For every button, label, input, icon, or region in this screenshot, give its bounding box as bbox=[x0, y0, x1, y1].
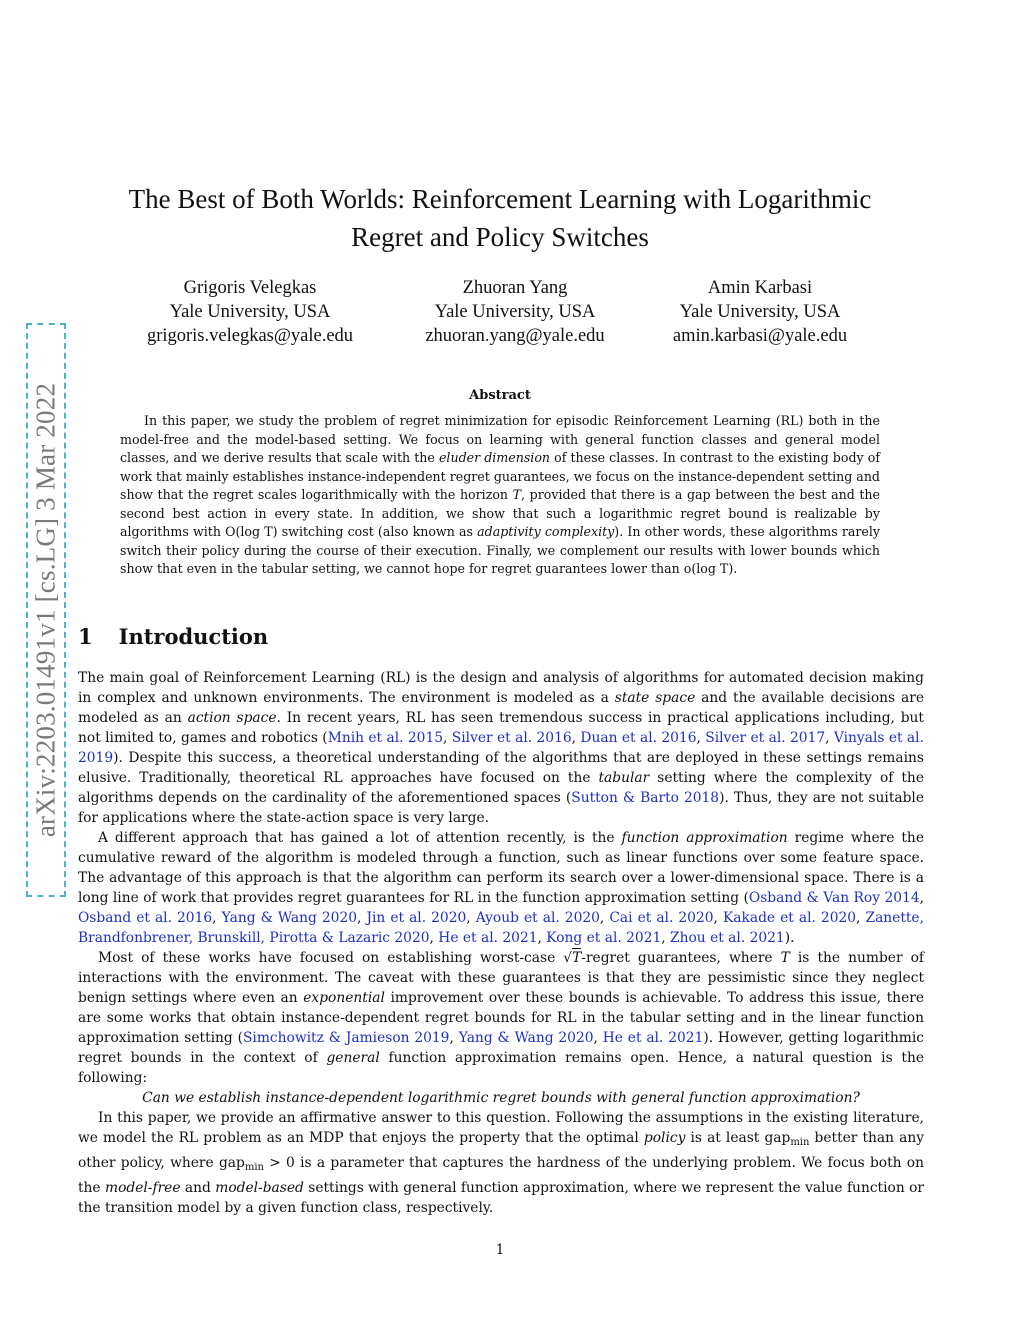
text-fragment: Most of these works have focused on establishing worst-case bbox=[98, 950, 564, 966]
separator: , bbox=[212, 910, 222, 926]
math-variable: T bbox=[572, 950, 582, 966]
math-variable: T bbox=[512, 487, 522, 502]
author-affiliation: Yale University, USA bbox=[434, 302, 596, 322]
separator: , bbox=[856, 910, 866, 926]
emphasis: exponential bbox=[303, 990, 385, 1006]
paper-title-line-2: Regret and Policy Switches bbox=[351, 222, 649, 252]
text-fragment: improvement over these bounds is achievable. To address this issue, there are some works that obtain instance-dependent regret bounds for RL in the tabular setting and in the linear function approximation setting ( bbox=[78, 990, 924, 1046]
separator: , bbox=[593, 1030, 603, 1046]
separator: , bbox=[443, 730, 452, 746]
emphasis: model-free bbox=[105, 1180, 181, 1196]
text-fragment: better than any other policy, where gap bbox=[78, 1130, 925, 1171]
text-fragment: setting where the complexity of the algorithms depends on the cardinality of the aforementioned spaces ( bbox=[78, 770, 924, 806]
author-name: Zhuoran Yang bbox=[462, 278, 568, 298]
emphasis: policy bbox=[643, 1130, 686, 1146]
text-fragment: is the number of interactions with the environment. The caveat with these guarantees is that they are pessimistic since they neglect benign settings where even an bbox=[78, 950, 925, 1006]
text-fragment: A different approach that has gained a lot of attention recently, is the bbox=[98, 830, 622, 846]
emphasis: function approximation bbox=[621, 830, 788, 846]
sqrt-sign: √ bbox=[563, 950, 573, 966]
separator: , bbox=[449, 1030, 459, 1046]
paper-title bbox=[80, 180, 920, 256]
text-fragment: . In recent years, RL has seen tremendous success in practical applications including, but not limited to, games and robotics ( bbox=[78, 710, 924, 746]
section-title: Introduction bbox=[118, 624, 269, 649]
text-fragment: and the available decisions are modeled as an bbox=[78, 690, 925, 726]
arxiv-identifier-text: arXiv:2203.01491v1 [cs.LG] 3 Mar 2022 bbox=[30, 382, 61, 838]
emphasis: general bbox=[326, 1050, 380, 1066]
separator: , bbox=[571, 730, 581, 746]
math-subscript: min bbox=[790, 1137, 810, 1148]
paragraph-3 bbox=[78, 948, 924, 1088]
text-fragment: regime where the cumulative reward of the algorithm is modeled through a function, such as linear functions over some feature space. The advantage of this approach is that the algorithm can perform its search over a lower-dimensional space. There is a long line of work that provides regret guarantees for RL in the function approximation setting ( bbox=[78, 830, 924, 906]
math-expression: O(log T) bbox=[225, 524, 278, 539]
citation-link[interactable]: Osband et al. 2016 bbox=[78, 910, 213, 926]
abstract-fragment: . bbox=[733, 561, 738, 576]
author-affiliation: Yale University, USA bbox=[679, 302, 841, 322]
abstract-fragment: In this paper, we study the problem of regret minimization for episodic Reinforcement Learning (RL) both in the model-free and the model-based setting. We focus on learning with general function classes and general model classes, and we derive results that scale with the bbox=[120, 413, 880, 465]
section-heading bbox=[78, 624, 268, 649]
citation-link[interactable]: Simchowitz & Jamieson 2019 bbox=[242, 1030, 450, 1046]
author-1 bbox=[120, 276, 380, 348]
citation-link[interactable]: Zhou et al. 2021 bbox=[670, 930, 785, 946]
citation-link[interactable]: Osband & Van Roy 2014 bbox=[748, 890, 920, 906]
text-fragment: -regret guarantees, where bbox=[581, 950, 781, 966]
paragraph-4 bbox=[78, 1108, 924, 1218]
emphasis: model-based bbox=[215, 1180, 304, 1196]
citation-link[interactable]: He et al. 2021 bbox=[438, 930, 538, 946]
emphasis: state space bbox=[614, 690, 696, 706]
text-fragment: function approximation remains open. Hence, a natural question is the following: bbox=[78, 1050, 924, 1086]
abstract-fragment: switching cost (also known as bbox=[277, 524, 478, 539]
citation-link[interactable]: Yang & Wang 2020 bbox=[458, 1030, 594, 1046]
citation-link[interactable]: Kong et al. 2021 bbox=[546, 930, 662, 946]
separator: , bbox=[537, 930, 547, 946]
math-variable: T bbox=[780, 950, 790, 966]
citation-link[interactable]: He et al. 2021 bbox=[602, 1030, 704, 1046]
text-fragment: ). Thus, they are not suitable for applications where the state-action space is very large. bbox=[78, 790, 924, 826]
separator: , bbox=[661, 930, 671, 946]
separator: , bbox=[357, 910, 367, 926]
author-affiliation: Yale University, USA bbox=[169, 302, 331, 322]
abstract-text bbox=[120, 412, 880, 579]
citation-link[interactable]: Yang & Wang 2020 bbox=[221, 910, 358, 926]
text-fragment: ). Despite this success, a theoretical understanding of the algorithms that are deployed in these settings remains elusive. Traditionally, theoretical RL approaches have focused on the bbox=[78, 750, 924, 786]
author-3 bbox=[630, 276, 890, 348]
separator: , bbox=[599, 910, 610, 926]
separator: , bbox=[825, 730, 834, 746]
citation-link[interactable]: Mnih et al. 2015 bbox=[327, 730, 444, 746]
paper-title-line-1: The Best of Both Worlds: Reinforcement Learning with Logarithmic bbox=[128, 184, 872, 214]
citation-link[interactable]: Vinyals et al. 2019 bbox=[78, 730, 924, 766]
author-email: amin.karbasi@yale.edu bbox=[672, 326, 848, 346]
research-question: Can we establish instance-dependent logarithmic regret bounds with general function approximation? bbox=[142, 1090, 860, 1106]
text-fragment: > 0 is a parameter that captures the hardness of the underlying problem. We focus both on the bbox=[78, 1155, 924, 1196]
separator: , bbox=[429, 930, 439, 946]
math-expression: o(log T) bbox=[683, 561, 734, 576]
citation-link[interactable]: Cai et al. 2020 bbox=[609, 910, 714, 926]
text-fragment: ). However, getting logarithmic regret bounds in the context of bbox=[78, 1030, 924, 1066]
introduction-body bbox=[78, 668, 924, 1218]
text-fragment: In this paper, we provide an affirmative answer to this question. Following the assumptions in the existing literature, we model the RL problem as an MDP that enjoys the property that the optimal bbox=[78, 1110, 924, 1146]
abstract-heading: Abstract bbox=[469, 388, 531, 403]
citation-link[interactable]: Silver et al. 2017 bbox=[705, 730, 826, 746]
citation-link[interactable]: Zanette, Brandfonbrener, Brunskill, Pirotta & Lazaric 2020 bbox=[78, 910, 924, 946]
page-number: 1 bbox=[495, 1242, 505, 1258]
text-fragment: ). bbox=[784, 930, 795, 946]
abstract-emphasis: eluder dimension bbox=[438, 450, 551, 465]
separator: , bbox=[696, 730, 706, 746]
paragraph-2 bbox=[78, 828, 924, 948]
math-subscript: min bbox=[244, 1162, 264, 1173]
author-name: Grigoris Velegkas bbox=[183, 278, 317, 298]
citation-link[interactable]: Ayoub et al. 2020 bbox=[475, 910, 600, 926]
emphasis: action space bbox=[187, 710, 277, 726]
text-fragment: The main goal of Reinforcement Learning (RL) is the design and analysis of algorithms for automated decision making in complex and unknown environments. The environment is modeled as a bbox=[78, 670, 924, 706]
author-name: Amin Karbasi bbox=[707, 278, 813, 298]
citation-link[interactable]: Sutton & Barto 2018 bbox=[571, 790, 720, 806]
text-fragment: and bbox=[180, 1180, 216, 1196]
citation-link[interactable]: Silver et al. 2016 bbox=[451, 730, 572, 746]
paragraph-1 bbox=[78, 668, 924, 828]
abstract-fragment: , provided that there is a gap between the best and the second best action in every state. In addition, we show that such a logarithmic regret bound is realizable by algorithms with bbox=[120, 487, 880, 539]
citation-link[interactable]: Duan et al. 2016 bbox=[580, 730, 697, 746]
author-email: grigoris.velegkas@yale.edu bbox=[146, 326, 354, 346]
math-sqrt-expression bbox=[563, 948, 581, 966]
author-email: zhuoran.yang@yale.edu bbox=[425, 326, 605, 346]
author-2 bbox=[385, 276, 645, 348]
citation-link[interactable]: Jin et al. 2020 bbox=[366, 910, 467, 926]
text-fragment: settings with general function approximation, where we represent the value function or the transition model by a given function class, respectively. bbox=[78, 1180, 925, 1216]
separator: , bbox=[713, 910, 723, 926]
separator: , bbox=[919, 890, 924, 906]
emphasis: tabular bbox=[598, 770, 650, 786]
arxiv-identifier-stamp bbox=[26, 323, 66, 897]
citation-link[interactable]: Kakade et al. 2020 bbox=[722, 910, 857, 926]
separator: , bbox=[466, 910, 476, 926]
abstract-emphasis: adaptivity complexity bbox=[477, 524, 615, 539]
abstract-fragment: ). In other words, these algorithms rarely switch their policy during the course of their execution. Finally, we complement our results with lower bounds which show that even in the tabular setting, we cannot hope for regret guarantees lower than bbox=[120, 524, 880, 576]
section-number: 1 bbox=[78, 624, 93, 649]
text-fragment: is at least gap bbox=[685, 1130, 791, 1146]
abstract-fragment: of these classes. In contrast to the existing body of work that mainly establishes instance-independent regret guarantees, we focus on the instance-dependent setting and show that the regret scales logarithmically with the horizon bbox=[120, 450, 880, 502]
